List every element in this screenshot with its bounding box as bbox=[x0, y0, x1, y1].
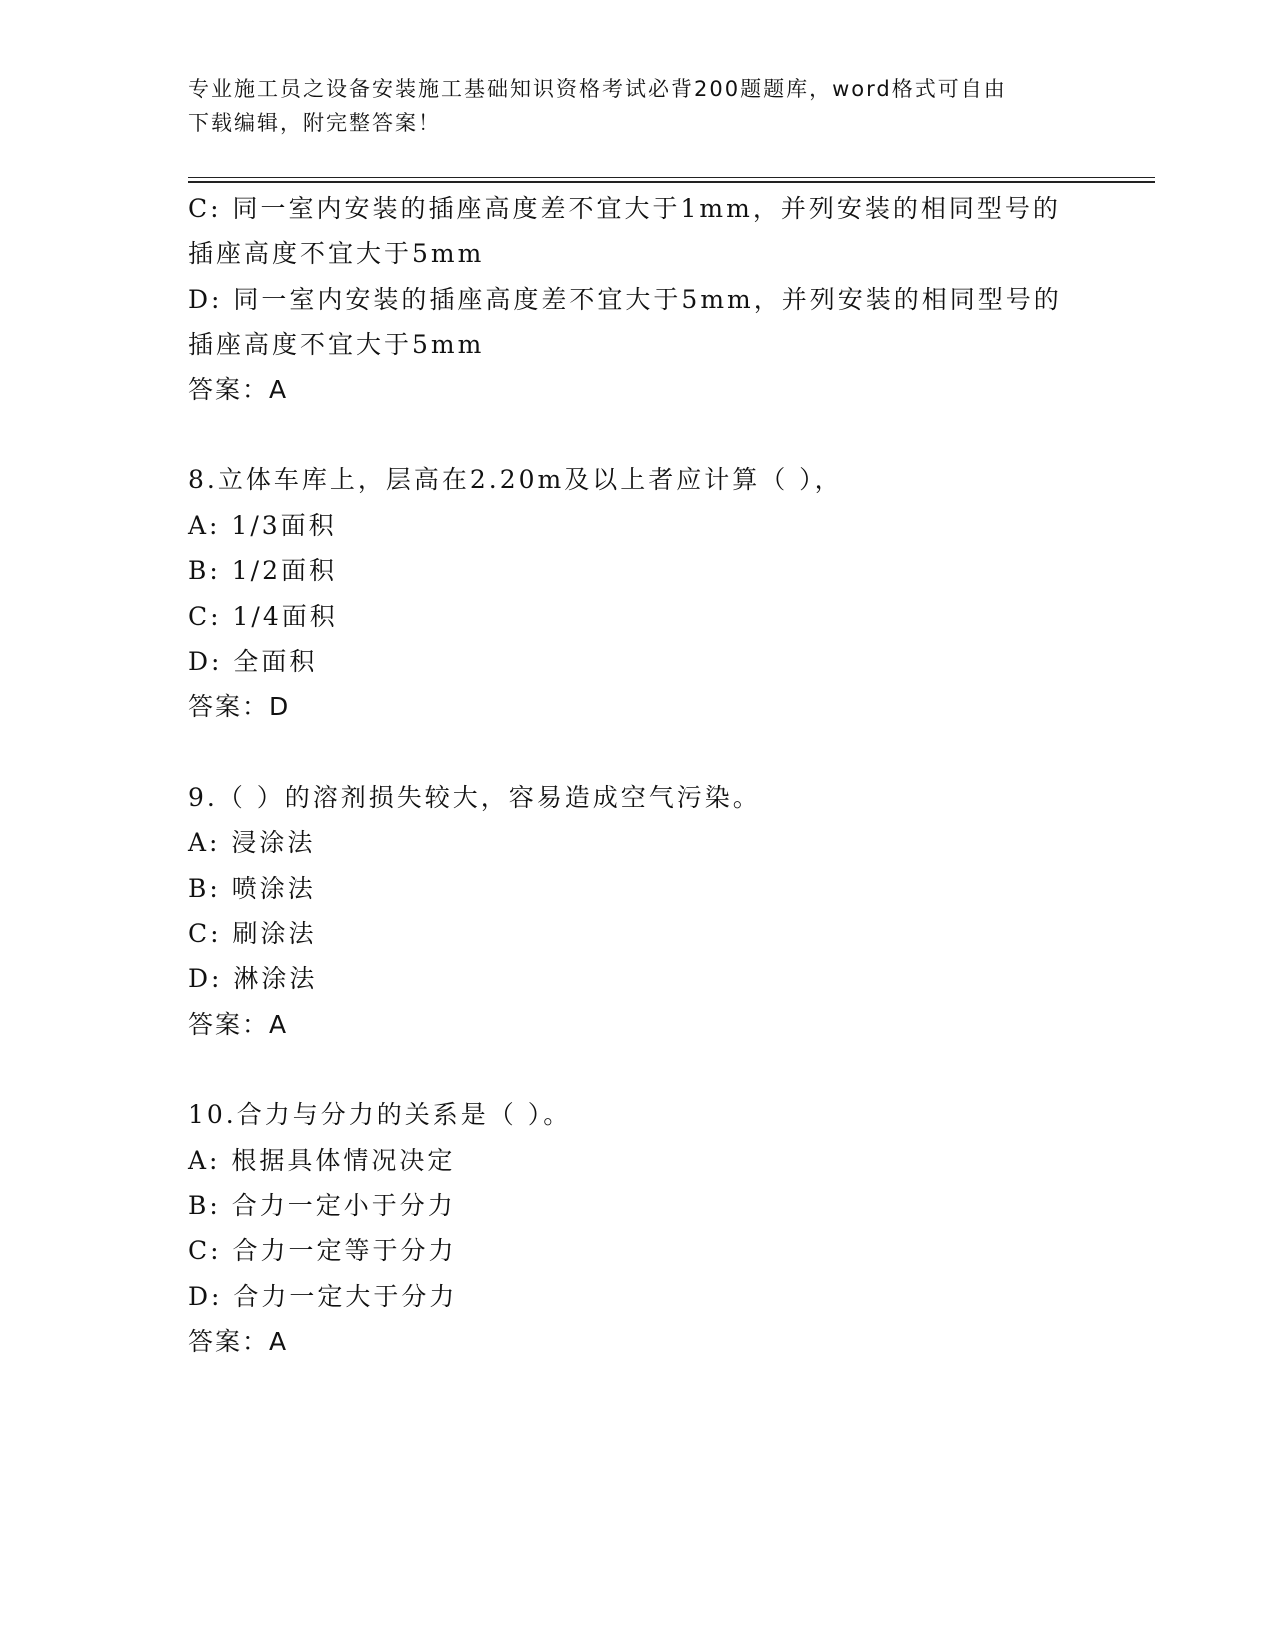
q8-question: 8.立体车库上，层高在2.20m及以上者应计算（ ）， bbox=[188, 465, 843, 494]
q7-option-d-line-1: D: 同一室内安装的插座高度差不宜大于5mm，并列安装的相同型号的 bbox=[188, 285, 1062, 314]
q7-option-d-line-2: 插座高度不宜大于5mm bbox=[188, 330, 485, 359]
q9-answer: 答案：A bbox=[188, 1010, 289, 1039]
q10-option-d: D: 合力一定大于分力 bbox=[188, 1282, 458, 1311]
q7-option-c-line-1: C: 同一室内安装的插座高度差不宜大于1mm，并列安装的相同型号的 bbox=[188, 194, 1061, 223]
q7-answer: 答案：A bbox=[188, 375, 289, 404]
header-divider-top bbox=[188, 177, 1155, 178]
q8-option-a: A: 1/3面积 bbox=[188, 511, 337, 540]
q10-question: 10.合力与分力的关系是（ ）。 bbox=[188, 1100, 572, 1129]
q8-answer: 答案：D bbox=[188, 692, 291, 721]
header-divider-bottom bbox=[188, 181, 1155, 183]
q9-option-a: A: 浸涂法 bbox=[188, 828, 316, 857]
document-header bbox=[188, 72, 1068, 140]
q8-option-d: D: 全面积 bbox=[188, 647, 318, 676]
header-line-2: 下载编辑，附完整答案！ bbox=[188, 111, 441, 135]
q9-option-c: C: 刷涂法 bbox=[188, 919, 317, 948]
header-line-1: 专业施工员之设备安装施工基础知识资格考试必背200题题库，word格式可自由 bbox=[188, 77, 1007, 101]
q10-option-c: C: 合力一定等于分力 bbox=[188, 1236, 457, 1265]
q9-option-d: D: 淋涂法 bbox=[188, 964, 318, 993]
q10-option-a: A: 根据具体情况决定 bbox=[188, 1146, 456, 1175]
q10-option-b: B: 合力一定小于分力 bbox=[188, 1191, 456, 1220]
q9-question: 9.（ ）的溶剂损失较大，容易造成空气污染。 bbox=[188, 783, 761, 812]
q10-answer: 答案：A bbox=[188, 1327, 289, 1356]
q7-option-c-line-2: 插座高度不宜大于5mm bbox=[188, 239, 485, 268]
q9-option-b: B: 喷涂法 bbox=[188, 874, 316, 903]
q8-option-c: C: 1/4面积 bbox=[188, 602, 338, 631]
q8-option-b: B: 1/2面积 bbox=[188, 556, 337, 585]
